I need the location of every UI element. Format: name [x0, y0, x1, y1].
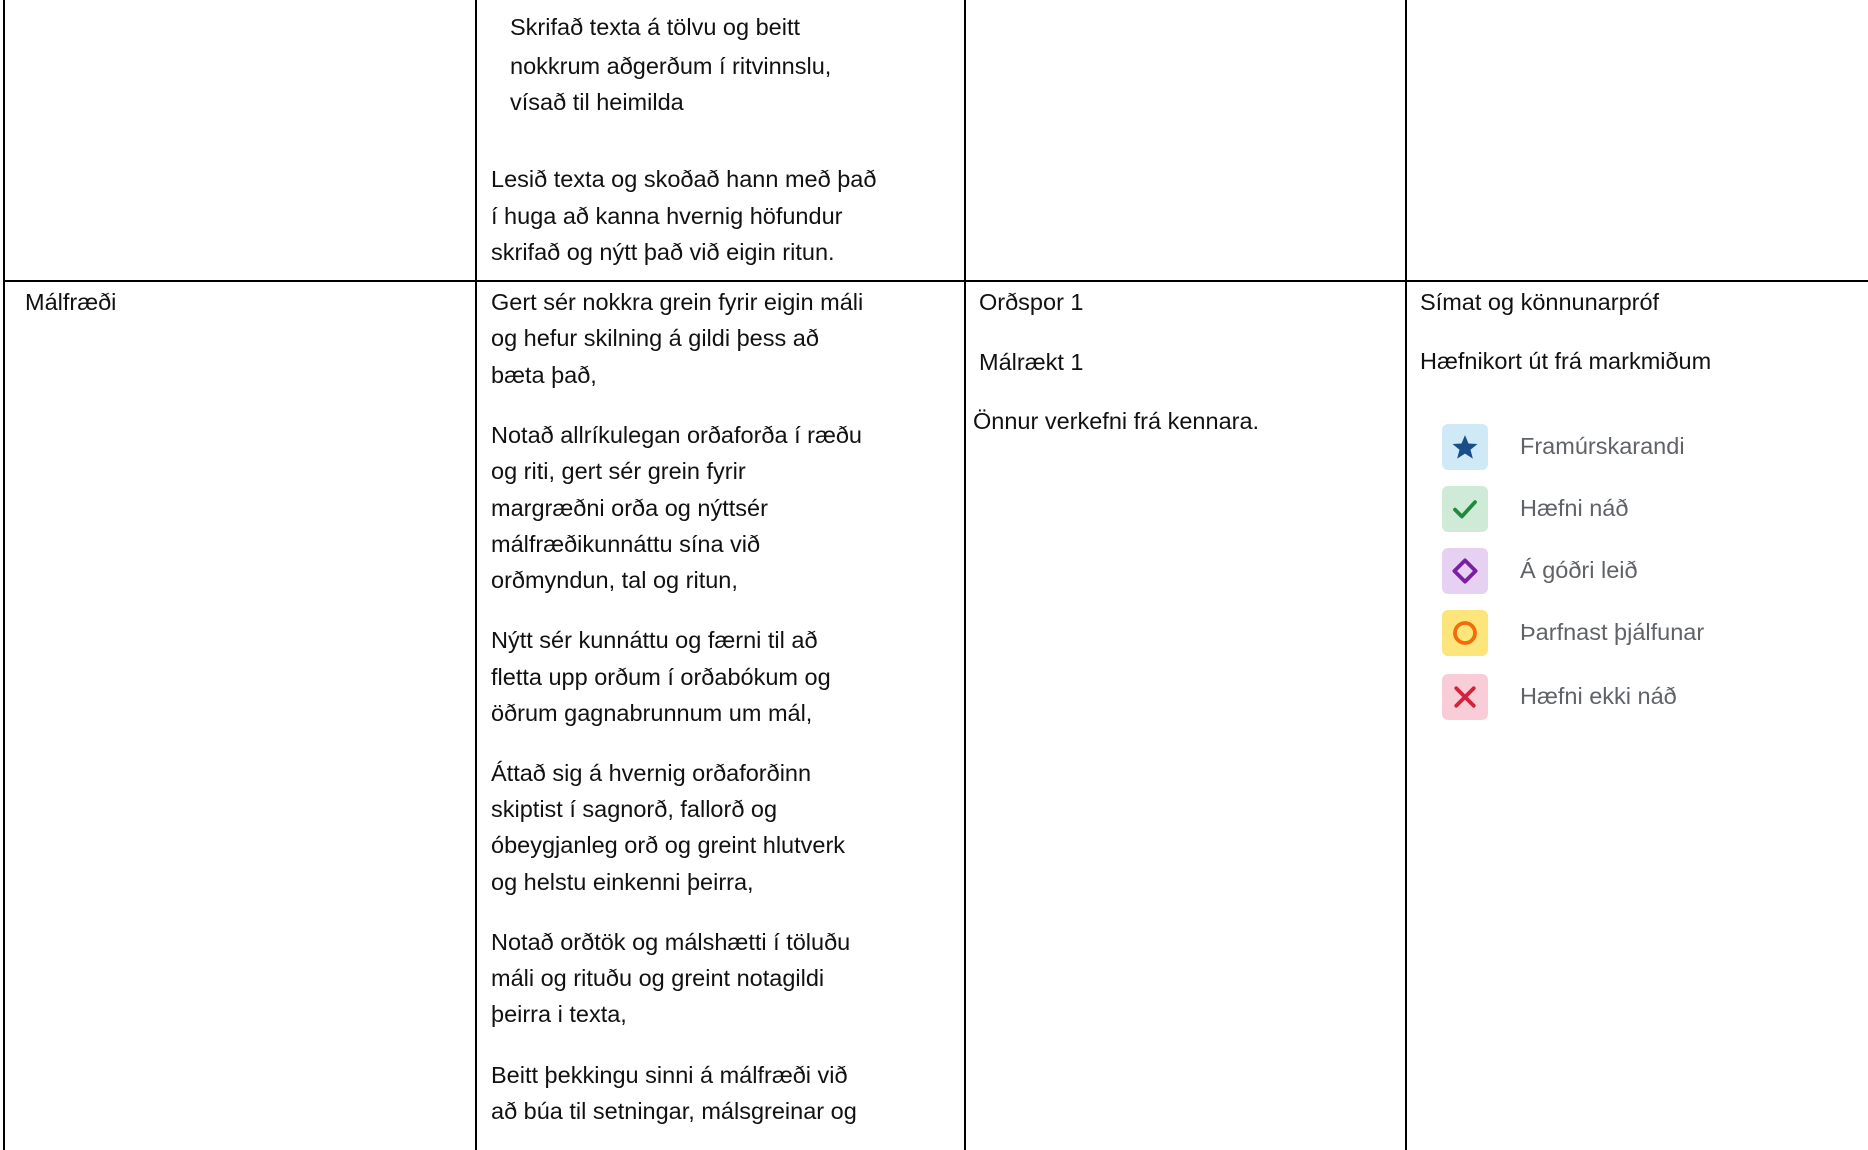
- criteria-line: Áttað sig á hvernig orðaforðinn: [491, 760, 812, 786]
- criteria-line: skiptist í sagnorð, fallorð og: [491, 796, 778, 822]
- criteria-line: Notað allríkulegan orðaforða í ræðu: [491, 422, 862, 448]
- material-item: Önnur verkefni frá kennara.: [973, 408, 1260, 434]
- legend-label: Á góðri leið: [1520, 557, 1638, 583]
- material-item: Orðspor 1: [979, 289, 1084, 315]
- criteria-line: Notað orðtök og málshætti í töluðu: [491, 929, 851, 955]
- star-icon: [1442, 424, 1488, 470]
- legend-label: Þarfnast þjálfunar: [1520, 619, 1705, 645]
- criteria-line: Gert sér nokkra grein fyrir eigin máli: [491, 289, 864, 315]
- legend-label: Hæfni ekki náð: [1520, 683, 1677, 709]
- legend-label: Hæfni náð: [1520, 495, 1629, 521]
- criteria-line: máli og rituðu og greint notagildi: [491, 965, 825, 991]
- assessment-item: Símat og könnunarpróf: [1420, 289, 1660, 315]
- criteria-line: Lesið texta og skoðað hann með það: [491, 166, 877, 192]
- criteria-line: vísað til heimilda: [510, 89, 684, 115]
- criteria-line: Beitt þekkingu sinni á málfræði við: [491, 1062, 848, 1088]
- x-icon: [1442, 674, 1488, 720]
- criteria-line: bæta það,: [491, 362, 597, 388]
- criteria-line: og hefur skilning á gildi þess að: [491, 325, 819, 351]
- legend-label: Framúrskarandi: [1520, 433, 1685, 459]
- column-divider-3: [1405, 0, 1407, 1150]
- criteria-line: og helstu einkenni þeirra,: [491, 869, 754, 895]
- legend-item-diamond: [1442, 548, 1802, 594]
- legend-item-circle: [1442, 610, 1802, 656]
- criteria-line: orðmyndun, tal og ritun,: [491, 567, 738, 593]
- diamond-icon: [1442, 548, 1488, 594]
- legend-item-check: [1442, 486, 1802, 532]
- subject-label: Málfræði: [25, 289, 117, 315]
- criteria-line: að búa til setningar, málsgreinar og: [491, 1098, 857, 1124]
- check-icon: [1442, 486, 1488, 532]
- criteria-line: skrifað og nýtt það við eigin ritun.: [491, 239, 835, 265]
- criteria-line: fletta upp orðum í orðabókum og: [491, 664, 831, 690]
- column-divider-1: [475, 0, 477, 1150]
- circle-icon: [1442, 610, 1488, 656]
- assessment-item: Hæfnikort út frá markmiðum: [1420, 348, 1712, 374]
- table-left-border: [3, 0, 5, 1150]
- criteria-line: Skrifað texta á tölvu og beitt: [510, 14, 800, 40]
- criteria-line: og riti, gert sér grein fyrir: [491, 458, 746, 484]
- criteria-line: óbeygjanleg orð og greint hlutverk: [491, 832, 846, 858]
- criteria-line: málfræðikunnáttu sína við: [491, 531, 761, 557]
- criteria-line: í huga að kanna hvernig höfundur: [491, 203, 843, 229]
- criteria-line: nokkrum aðgerðum í ritvinnslu,: [510, 53, 832, 79]
- criteria-line: öðrum gagnabrunnum um mál,: [491, 700, 813, 726]
- criteria-line: Nýtt sér kunnáttu og færni til að: [491, 627, 818, 653]
- criteria-line: margræðni orða og nýttsér: [491, 495, 768, 521]
- row-divider: [3, 280, 1868, 282]
- material-item: Málrækt 1: [979, 349, 1084, 375]
- legend-item-x: [1442, 674, 1802, 720]
- criteria-line: þeirra i texta,: [491, 1001, 627, 1027]
- column-divider-2: [964, 0, 966, 1150]
- legend-item-star: [1442, 424, 1802, 470]
